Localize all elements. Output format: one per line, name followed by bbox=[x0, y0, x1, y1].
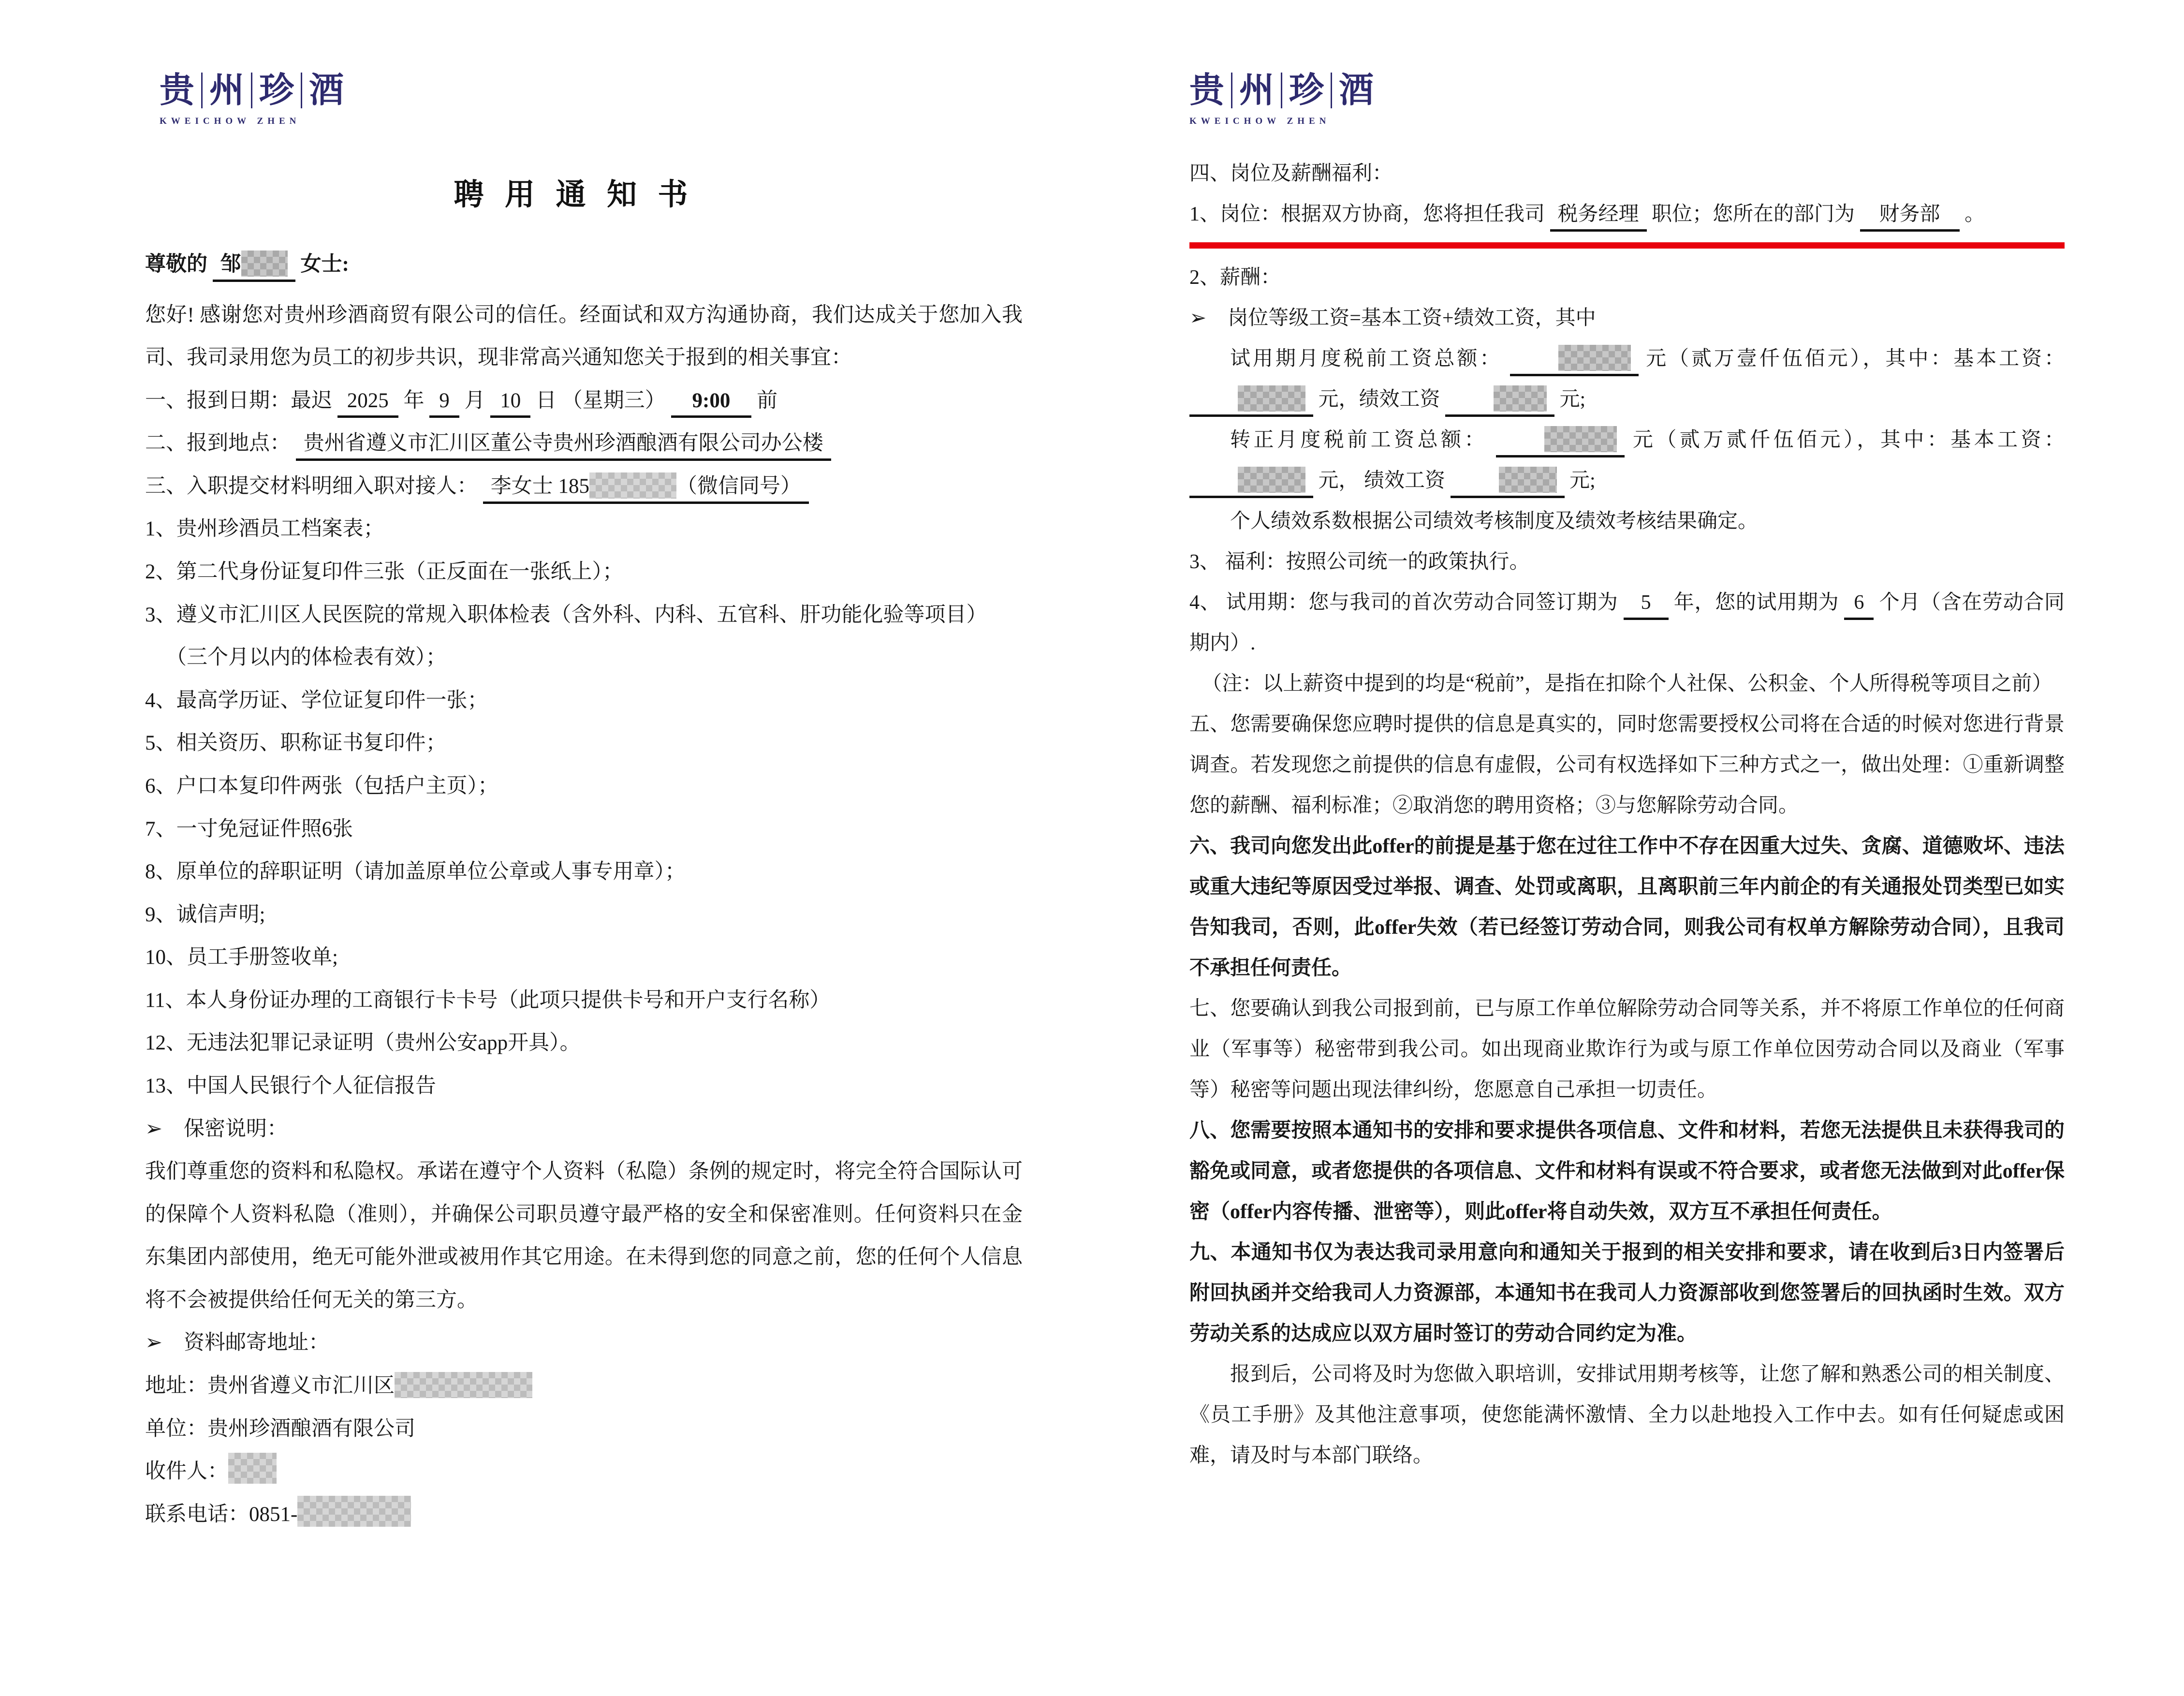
page-right bbox=[1189, 73, 2065, 1536]
redacted-amount-block bbox=[1238, 467, 1305, 493]
report-date-line: 一、报到日期：最迟 2025 年 9 月 10 日 （星期三） 9:00 前 bbox=[145, 380, 1023, 423]
intro-paragraph: 您好! 感谢您对贵州珍酒商贸有限公司的信任。经面试和双方沟通协商，我们达成关于您加入我司、我司录用您为员工的初步共识，现非常高兴通知您关于报到的相关事宜： bbox=[145, 303, 1023, 369]
greeting-suffix: 女士: bbox=[300, 253, 349, 276]
probation-term-line: 4、 试用期：您与我司的首次劳动合同签订期为 5 年，您的试用期为 6 个月（含在劳动合同期内）. bbox=[1189, 582, 2065, 664]
position-line-highlighted: 1、岗位：根据双方协商，您将担任我司 税务经理 职位；您所在的部门为 财务部 。 bbox=[1189, 194, 2065, 249]
recipient-line: 收件人： bbox=[145, 1450, 1023, 1493]
redacted-phone2-block bbox=[297, 1496, 411, 1527]
redacted-amount-block bbox=[1494, 385, 1547, 412]
section6-paragraph: 六、我司向您发出此offer的前提是基于您在过往工作中不存在因重大过失、贪腐、道德败坏、违法或重大违纪等原因受过举报、调查、处罚或离职，且离职前三年内前企的有关通报处罚类型已如实告知我司，否则，此offer失效（若已经签订劳动合同，则我公司有权单方解除劳动合同），且我司不承担任何责任。 bbox=[1189, 835, 2065, 979]
material-item: 6、户口本复印件两张（包括户主页）； bbox=[145, 774, 498, 797]
job-title-blank: 税务经理 bbox=[1550, 202, 1647, 232]
material-item: 1、贵州珍酒员工档案表； bbox=[145, 517, 384, 541]
material-item: 5、相关资历、职称证书复印件； bbox=[145, 732, 447, 755]
material-item: 2、第二代身份证复印件三张（正反面在一张纸上）； bbox=[145, 560, 623, 584]
material-item: 8、原单位的辞职证明（请加盖原单位公章或人事专用章）； bbox=[145, 860, 686, 884]
unit-line: 单位：贵州珍酒酿酒有限公司 bbox=[145, 1417, 415, 1440]
redacted-name-block bbox=[241, 251, 288, 277]
redacted-amount-block bbox=[1499, 467, 1557, 493]
brand-logo bbox=[160, 73, 1023, 127]
material-item: 9、诚信声明; bbox=[145, 903, 265, 926]
contract-years-blank: 5 bbox=[1624, 590, 1669, 620]
material-item: 4、最高学历证、学位证复印件一张； bbox=[145, 689, 488, 712]
mailing-heading: ➢ 资料邮寄地址： bbox=[145, 1322, 1023, 1365]
logo-char: 州 bbox=[209, 71, 245, 110]
section8-paragraph: 八、您需要按照本通知书的安排和要求提供各项信息、文件和材料，若您无法提供且未获得我司的豁免或同意，或者您提供的各项信息、文件和材料有误或不符合要求，或者您无法做到对此offer保密（offer内容传播、泄密等），则此offer将自动失效，双方互不承担任何责任。 bbox=[1189, 1120, 2065, 1223]
confidential-heading: ➢ 保密说明： bbox=[145, 1108, 1023, 1151]
confidential-body: 我们尊重您的资料和私隐权。承诺在遵守个人资料（私隐）条例的规定时，将完全符合国际认可的保障个人资料私隐（准则），并确保公司职员遵守最严格的安全和保密准则。任何资料只在金东集团内部使用，绝无可能外泄或被用作其它用途。在未得到您的同意之前，您的任何个人信息将不会被提供给任何无关的第三方。 bbox=[145, 1160, 1023, 1312]
address-line: 地址：贵州省遵义市汇川区 bbox=[145, 1365, 1023, 1408]
logo-char: 珍 bbox=[259, 71, 294, 110]
material-item: 13、中国人民银行个人征信报告 bbox=[145, 1074, 436, 1097]
recipient-surname: 邹 bbox=[220, 253, 241, 276]
logo-char: 酒 bbox=[1339, 71, 1374, 110]
probation-months-blank: 6 bbox=[1844, 590, 1874, 620]
tax-note: （注：以上薪资中提到的均是“税前”，是指在扣除个人社保、公积金、个人所得税等项目之前） bbox=[1202, 673, 2052, 695]
logo-char: 州 bbox=[1239, 71, 1275, 110]
regular-perf-blank bbox=[1451, 467, 1565, 498]
greeting-line bbox=[145, 243, 1023, 286]
section4-heading: 四、岗位及薪酬福利： bbox=[1189, 162, 1393, 185]
material-item: 10、员工手册签收单; bbox=[145, 946, 338, 969]
logo-divider bbox=[301, 73, 302, 108]
logo-divider bbox=[1331, 73, 1332, 108]
greeting-prefix: 尊敬的 bbox=[145, 253, 207, 276]
brand-logo bbox=[1189, 73, 2065, 127]
logo-char: 珍 bbox=[1289, 71, 1324, 110]
redacted-amount-block bbox=[1238, 385, 1305, 412]
brand-logo-cn bbox=[160, 73, 1023, 108]
logo-divider bbox=[201, 73, 203, 108]
report-place-blank: 贵州省遵义市汇川区董公寺贵州珍酒酿酒有限公司办公楼 bbox=[296, 430, 831, 461]
arrow-bullet-icon: ➢ bbox=[145, 1117, 163, 1140]
material-item: 3、遵义市汇川区人民医院的常规入职体检表（含外科、内科、五官科、肝功能化验等项目） bbox=[145, 603, 987, 626]
brand-logo-cn bbox=[1189, 73, 2065, 108]
welfare-line: 3、 福利：按照公司统一的政策执行。 bbox=[1189, 551, 1530, 573]
redacted-recipient-block bbox=[228, 1453, 277, 1484]
report-place-line: 二、报到地点： 贵州省遵义市汇川区董公寺贵州珍酒酿酒有限公司办公楼 bbox=[145, 422, 1023, 465]
logo-divider bbox=[1281, 73, 1282, 108]
section9-paragraph: 九、本通知书仅为表达我司录用意向和通知关于报到的相关安排和要求，请在收到后3日内签署后附回执函并交给我司人力资源部，本通知书在我司人力资源部收到您签署后的回执函时生效。双方劳动关系的达成应以双方届时签订的劳动合同约定为准。 bbox=[1189, 1241, 2065, 1345]
report-year-blank: 2025 bbox=[337, 388, 398, 418]
report-time-blank: 9:00 bbox=[671, 388, 752, 418]
redacted-amount-block bbox=[1544, 426, 1617, 452]
page-title: 聘 用 通 知 书 bbox=[454, 178, 695, 211]
probation-salary-line: 试用期月度税前工资总额： 元（贰万壹仟伍佰元），其中：基本工资： 元，绩效工资 元; bbox=[1189, 339, 2065, 420]
contact-blank: 李女士 185 （微信同号） bbox=[483, 472, 809, 504]
regular-salary-line: 转正月度税前工资总额： 元（贰万贰仟伍佰元），其中：基本工资： 元， 绩效工资 元; bbox=[1189, 420, 2065, 501]
redacted-amount-block bbox=[1558, 345, 1631, 371]
section7-paragraph: 七、您要确认到我公司报到前，已与原工作单位解除劳动合同等关系，并不将原工作单位的任何商业（军事等）秘密带到我公司。如出现商业欺诈行为或与原工作单位因劳动合同以及商业（军事等）秘密等问题出现法律纠纷，您愿意自己承担一切责任。 bbox=[1189, 998, 2065, 1101]
salary-formula-line: ➢ 岗位等级工资=基本工资+绩效工资，其中 bbox=[1189, 298, 2065, 339]
redacted-phone-block bbox=[589, 472, 676, 499]
page-left bbox=[145, 73, 1023, 1536]
probation-total-blank bbox=[1510, 345, 1639, 376]
phone-line: 联系电话：0851- bbox=[145, 1493, 1023, 1536]
brand-logo-en: KWEICHOW ZHEN bbox=[160, 116, 301, 126]
probation-perf-blank bbox=[1445, 385, 1554, 417]
regular-total-blank bbox=[1496, 426, 1625, 457]
logo-divider bbox=[1231, 73, 1232, 108]
contact-line: 三、入职提交材料明细入职对接人： 李女士 185 （微信同号） bbox=[145, 465, 1023, 508]
arrow-bullet-icon: ➢ bbox=[1189, 307, 1207, 329]
material-item: 7、一寸免冠证件照6张 bbox=[145, 817, 353, 841]
logo-char: 贵 bbox=[160, 71, 195, 110]
material-item: 11、本人身份证办理的工商银行卡卡号（此项只提供卡号和开户支行名称） bbox=[145, 988, 831, 1012]
material-item: 12、无违法犯罪记录证明（贵州公安app开具）。 bbox=[145, 1032, 581, 1055]
logo-char: 酒 bbox=[309, 71, 344, 110]
salary-heading: 2、薪酬： bbox=[1189, 266, 1281, 289]
performance-note: 个人绩效系数根据公司绩效考核制度及绩效考核结果确定。 bbox=[1230, 510, 1759, 532]
material-item: （三个月以内的体检表有效）； bbox=[166, 646, 447, 669]
probation-base-blank bbox=[1189, 385, 1313, 417]
report-day-blank: 10 bbox=[490, 388, 530, 418]
department-blank: 财务部 bbox=[1860, 202, 1960, 232]
redacted-address-block bbox=[395, 1372, 532, 1398]
logo-divider bbox=[251, 73, 252, 108]
arrow-bullet-icon: ➢ bbox=[145, 1331, 163, 1355]
closing-paragraph: 报到后，公司将及时为您做入职培训，安排试用期考核等，让您了解和熟悉公司的相关制度、《员工手册》及其他注意事项，使您能满怀激情、全力以赴地投入工作中去。如有任何疑虑或困难，请及时与本部门联络。 bbox=[1189, 1363, 2065, 1467]
report-month-blank: 9 bbox=[429, 388, 459, 418]
section5-paragraph: 五、您需要确保您应聘时提供的信息是真实的，同时您需要授权公司将在合适的时候对您进行背景调查。若发现您之前提供的信息有虚假，公司有权选择如下三种方式之一，做出处理：①重新调整您的薪酬、福利标准；②取消您的聘用资格；③与您解除劳动合同。 bbox=[1189, 713, 2065, 817]
logo-char: 贵 bbox=[1189, 71, 1225, 110]
recipient-name-blank bbox=[213, 251, 295, 282]
brand-logo-en: KWEICHOW ZHEN bbox=[1189, 116, 1331, 126]
regular-base-blank bbox=[1189, 467, 1313, 498]
